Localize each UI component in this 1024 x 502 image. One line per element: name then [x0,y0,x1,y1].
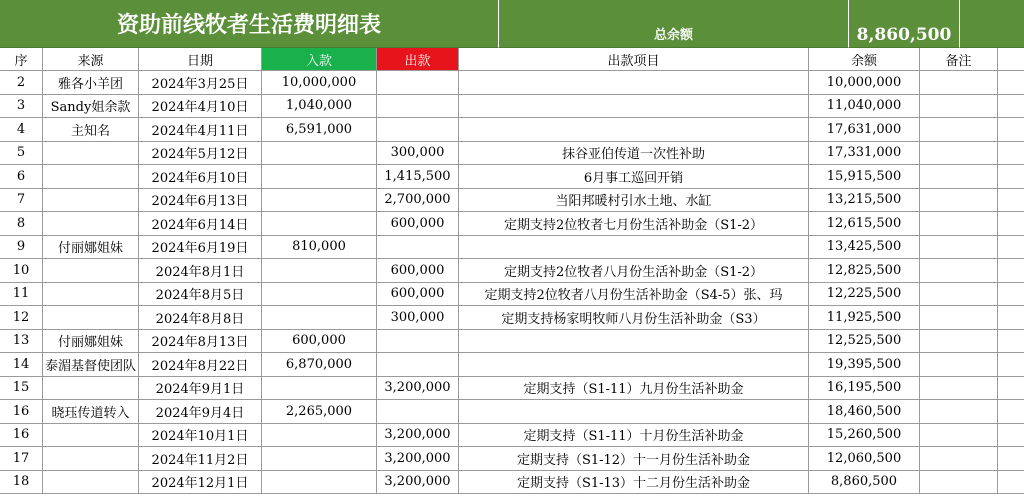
table-row [0,165,1024,189]
cell-date[interactable]: 2024年6月14日 [139,212,262,236]
cell-income[interactable] [262,189,377,213]
cell-source[interactable]: 主知名 [43,118,139,142]
cell-seq[interactable]: 7 [0,189,43,213]
cell-expense[interactable]: 3,200,000 [377,377,459,401]
cell-extra[interactable] [998,353,1024,377]
table-row [0,377,1024,401]
cell-expense[interactable]: 3,200,000 [377,471,459,495]
cell-date[interactable]: 2024年10月1日 [139,424,262,448]
cell-source[interactable] [43,377,139,401]
cell-balance[interactable]: 11,040,000 [809,95,920,119]
cell-seq[interactable]: 15 [0,377,43,401]
cell-item[interactable]: 当阳邦暖村引水土地、水缸 [459,189,809,213]
cell-extra[interactable] [998,118,1024,142]
cell-income[interactable] [262,424,377,448]
cell-income[interactable] [262,306,377,330]
cell-note[interactable] [920,71,998,95]
cell-seq[interactable]: 14 [0,353,43,377]
cell-item[interactable]: 定期支持2位牧者七月份生活补助金（S1-2） [459,212,809,236]
cell-extra[interactable] [998,142,1024,166]
table-row [0,95,1024,119]
cell-seq[interactable]: 12 [0,306,43,330]
cell-income[interactable] [262,259,377,283]
cell-balance[interactable]: 12,060,500 [809,447,920,471]
cell-extra[interactable] [998,447,1024,471]
cell-date[interactable]: 2024年4月10日 [139,95,262,119]
cell-extra[interactable] [998,306,1024,330]
table-row [0,71,1024,95]
cell-note[interactable] [920,142,998,166]
cell-date[interactable]: 2024年6月13日 [139,189,262,213]
cell-date[interactable]: 2024年8月13日 [139,330,262,354]
cell-note[interactable] [920,259,998,283]
cell-seq[interactable]: 9 [0,236,43,260]
table-row [0,330,1024,354]
table-row [0,471,1024,495]
table-row [0,212,1024,236]
cell-seq[interactable]: 6 [0,165,43,189]
cell-income[interactable]: 10,000,000 [262,71,377,95]
cell-date[interactable]: 2024年5月12日 [139,142,262,166]
cell-note[interactable] [920,330,998,354]
cell-extra[interactable] [998,95,1024,119]
cell-source[interactable] [43,424,139,448]
table-row [0,424,1024,448]
cell-date[interactable]: 2024年8月1日 [139,259,262,283]
cell-item[interactable] [459,330,809,354]
cell-expense[interactable]: 600,000 [377,212,459,236]
cell-expense[interactable]: 600,000 [377,259,459,283]
cell-item[interactable] [459,71,809,95]
cell-extra[interactable] [998,424,1024,448]
cell-note[interactable] [920,212,998,236]
cell-expense[interactable]: 3,200,000 [377,447,459,471]
cell-seq[interactable]: 3 [0,95,43,119]
cell-note[interactable] [920,165,998,189]
cell-income[interactable]: 1,040,000 [262,95,377,119]
cell-extra[interactable] [998,189,1024,213]
cell-note[interactable] [920,353,998,377]
cell-extra[interactable] [998,400,1024,424]
cell-item[interactable] [459,353,809,377]
cell-item[interactable]: 定期支持（S1-12）十一月份生活补助金 [459,447,809,471]
cell-note[interactable] [920,306,998,330]
cell-balance[interactable]: 12,615,500 [809,212,920,236]
cell-note[interactable] [920,424,998,448]
header-extra[interactable] [998,48,1024,71]
header-seq[interactable]: 序 [0,48,43,71]
cell-balance[interactable]: 12,225,500 [809,283,920,307]
cell-item[interactable] [459,236,809,260]
cell-income[interactable] [262,283,377,307]
cell-expense[interactable] [377,330,459,354]
cell-income[interactable]: 6,591,000 [262,118,377,142]
table-row [0,118,1024,142]
header-date[interactable]: 日期 [139,48,262,71]
cell-balance[interactable]: 10,000,000 [809,71,920,95]
cell-expense[interactable] [377,118,459,142]
cell-source[interactable] [43,447,139,471]
cell-seq[interactable]: 5 [0,142,43,166]
cell-seq[interactable]: 4 [0,118,43,142]
cell-source[interactable] [43,165,139,189]
cell-item[interactable]: 定期支持（S1-11）九月份生活补助金 [459,377,809,401]
cell-item[interactable]: 定期支持杨家明牧师八月份生活补助金（S3） [459,306,809,330]
cell-seq[interactable]: 8 [0,212,43,236]
total-balance-value[interactable]: 8,860,500 [849,0,960,48]
cell-income[interactable]: 600,000 [262,330,377,354]
cell-item[interactable]: 6月事工巡回开销 [459,165,809,189]
table-row [0,142,1024,166]
cell-balance[interactable]: 12,525,500 [809,330,920,354]
cell-income[interactable] [262,212,377,236]
cell-seq[interactable]: 16 [0,400,43,424]
cell-date[interactable]: 2024年8月5日 [139,283,262,307]
cell-income[interactable]: 2,265,000 [262,400,377,424]
cell-date[interactable]: 2024年6月10日 [139,165,262,189]
cell-balance[interactable]: 17,331,000 [809,142,920,166]
cell-source[interactable] [43,189,139,213]
cell-source[interactable] [43,212,139,236]
table-row [0,400,1024,424]
cell-source[interactable]: 泰湄基督使团队 [43,353,139,377]
header-note[interactable]: 备注 [920,48,998,71]
cell-income[interactable] [262,447,377,471]
cell-seq[interactable]: 17 [0,447,43,471]
cell-expense[interactable]: 300,000 [377,142,459,166]
cell-note[interactable] [920,400,998,424]
cell-seq[interactable]: 2 [0,71,43,95]
cell-date[interactable]: 2024年8月8日 [139,306,262,330]
table-row [0,306,1024,330]
table-row [0,236,1024,260]
cell-extra[interactable] [998,471,1024,495]
header-item[interactable]: 出款项目 [459,48,809,71]
cell-item[interactable]: 定期支持2位牧者八月份生活补助金（S1-2） [459,259,809,283]
cell-seq[interactable]: 11 [0,283,43,307]
cell-source[interactable]: Sandy姐余款 [43,95,139,119]
cell-source[interactable] [43,306,139,330]
cell-extra[interactable] [998,259,1024,283]
cell-seq[interactable]: 10 [0,259,43,283]
cell-item[interactable] [459,118,809,142]
cell-income[interactable]: 810,000 [262,236,377,260]
cell-item[interactable] [459,400,809,424]
cell-item[interactable]: 抹谷亚伯传道一次性补助 [459,142,809,166]
cell-expense[interactable] [377,71,459,95]
cell-expense[interactable] [377,400,459,424]
cell-expense[interactable]: 3,200,000 [377,424,459,448]
cell-expense[interactable]: 300,000 [377,306,459,330]
cell-expense[interactable] [377,95,459,119]
table-row [0,353,1024,377]
cell-note[interactable] [920,118,998,142]
cell-extra[interactable] [998,71,1024,95]
cell-date[interactable]: 2024年11月2日 [139,447,262,471]
cell-source[interactable] [43,142,139,166]
cell-balance[interactable]: 13,425,500 [809,236,920,260]
cell-date[interactable]: 2024年12月1日 [139,471,262,495]
cell-extra[interactable] [998,330,1024,354]
cell-balance[interactable]: 15,260,500 [809,424,920,448]
cell-balance[interactable]: 8,860,500 [809,471,920,495]
cell-source[interactable] [43,471,139,495]
table-row [0,259,1024,283]
cell-item[interactable]: 定期支持（S1-13）十二月份生活补助金 [459,471,809,495]
cell-date[interactable]: 2024年8月22日 [139,353,262,377]
title-row [0,0,1024,48]
title-empty-cell[interactable] [960,0,1024,48]
cell-source[interactable]: 付丽娜姐妹 [43,330,139,354]
header-balance[interactable]: 余额 [809,48,920,71]
cell-extra[interactable] [998,377,1024,401]
table-row [0,283,1024,307]
cell-seq[interactable]: 16 [0,424,43,448]
cell-expense[interactable]: 1,415,500 [377,165,459,189]
cell-expense[interactable] [377,236,459,260]
cell-income[interactable] [262,377,377,401]
cell-balance[interactable]: 17,631,000 [809,118,920,142]
cell-item[interactable] [459,95,809,119]
cell-source[interactable]: 雅各小羊团 [43,71,139,95]
cell-income[interactable] [262,142,377,166]
cell-balance[interactable]: 13,215,500 [809,189,920,213]
cell-source[interactable] [43,283,139,307]
header-income[interactable]: 入款 [262,48,377,71]
cell-expense[interactable]: 2,700,000 [377,189,459,213]
cell-balance[interactable]: 18,460,500 [809,400,920,424]
cell-income[interactable] [262,165,377,189]
cell-note[interactable] [920,447,998,471]
cell-date[interactable]: 2024年3月25日 [139,71,262,95]
cell-note[interactable] [920,95,998,119]
cell-balance[interactable]: 15,915,500 [809,165,920,189]
cell-seq[interactable]: 18 [0,471,43,495]
header-row [0,48,1024,71]
cell-expense[interactable]: 600,000 [377,283,459,307]
total-balance-label[interactable]: 总余额 [499,0,849,48]
cell-expense[interactable] [377,353,459,377]
table-row [0,189,1024,213]
cell-balance[interactable]: 12,825,500 [809,259,920,283]
cell-balance[interactable]: 16,195,500 [809,377,920,401]
cell-date[interactable]: 2024年6月19日 [139,236,262,260]
header-expense[interactable]: 出款 [377,48,459,71]
cell-note[interactable] [920,236,998,260]
table-row [0,447,1024,471]
cell-note[interactable] [920,283,998,307]
cell-note[interactable] [920,377,998,401]
cell-income[interactable] [262,471,377,495]
sheet-title[interactable]: 资助前线牧者生活费明细表 [0,0,499,48]
header-source[interactable]: 来源 [43,48,139,71]
cell-note[interactable] [920,471,998,495]
cell-source[interactable]: 付丽娜姐妹 [43,236,139,260]
cell-date[interactable]: 2024年9月1日 [139,377,262,401]
cell-item[interactable]: 定期支持2位牧者八月份生活补助金（S4-5）张、玛 [459,283,809,307]
cell-date[interactable]: 2024年9月4日 [139,400,262,424]
cell-extra[interactable] [998,283,1024,307]
cell-seq[interactable]: 13 [0,330,43,354]
cell-extra[interactable] [998,212,1024,236]
cell-source[interactable] [43,259,139,283]
cell-balance[interactable]: 19,395,500 [809,353,920,377]
cell-date[interactable]: 2024年4月11日 [139,118,262,142]
cell-income[interactable]: 6,870,000 [262,353,377,377]
cell-item[interactable]: 定期支持（S1-11）十月份生活补助金 [459,424,809,448]
cell-extra[interactable] [998,165,1024,189]
cell-balance[interactable]: 11,925,500 [809,306,920,330]
cell-note[interactable] [920,189,998,213]
cell-extra[interactable] [998,236,1024,260]
cell-source[interactable]: 晓珏传道转入 [43,400,139,424]
